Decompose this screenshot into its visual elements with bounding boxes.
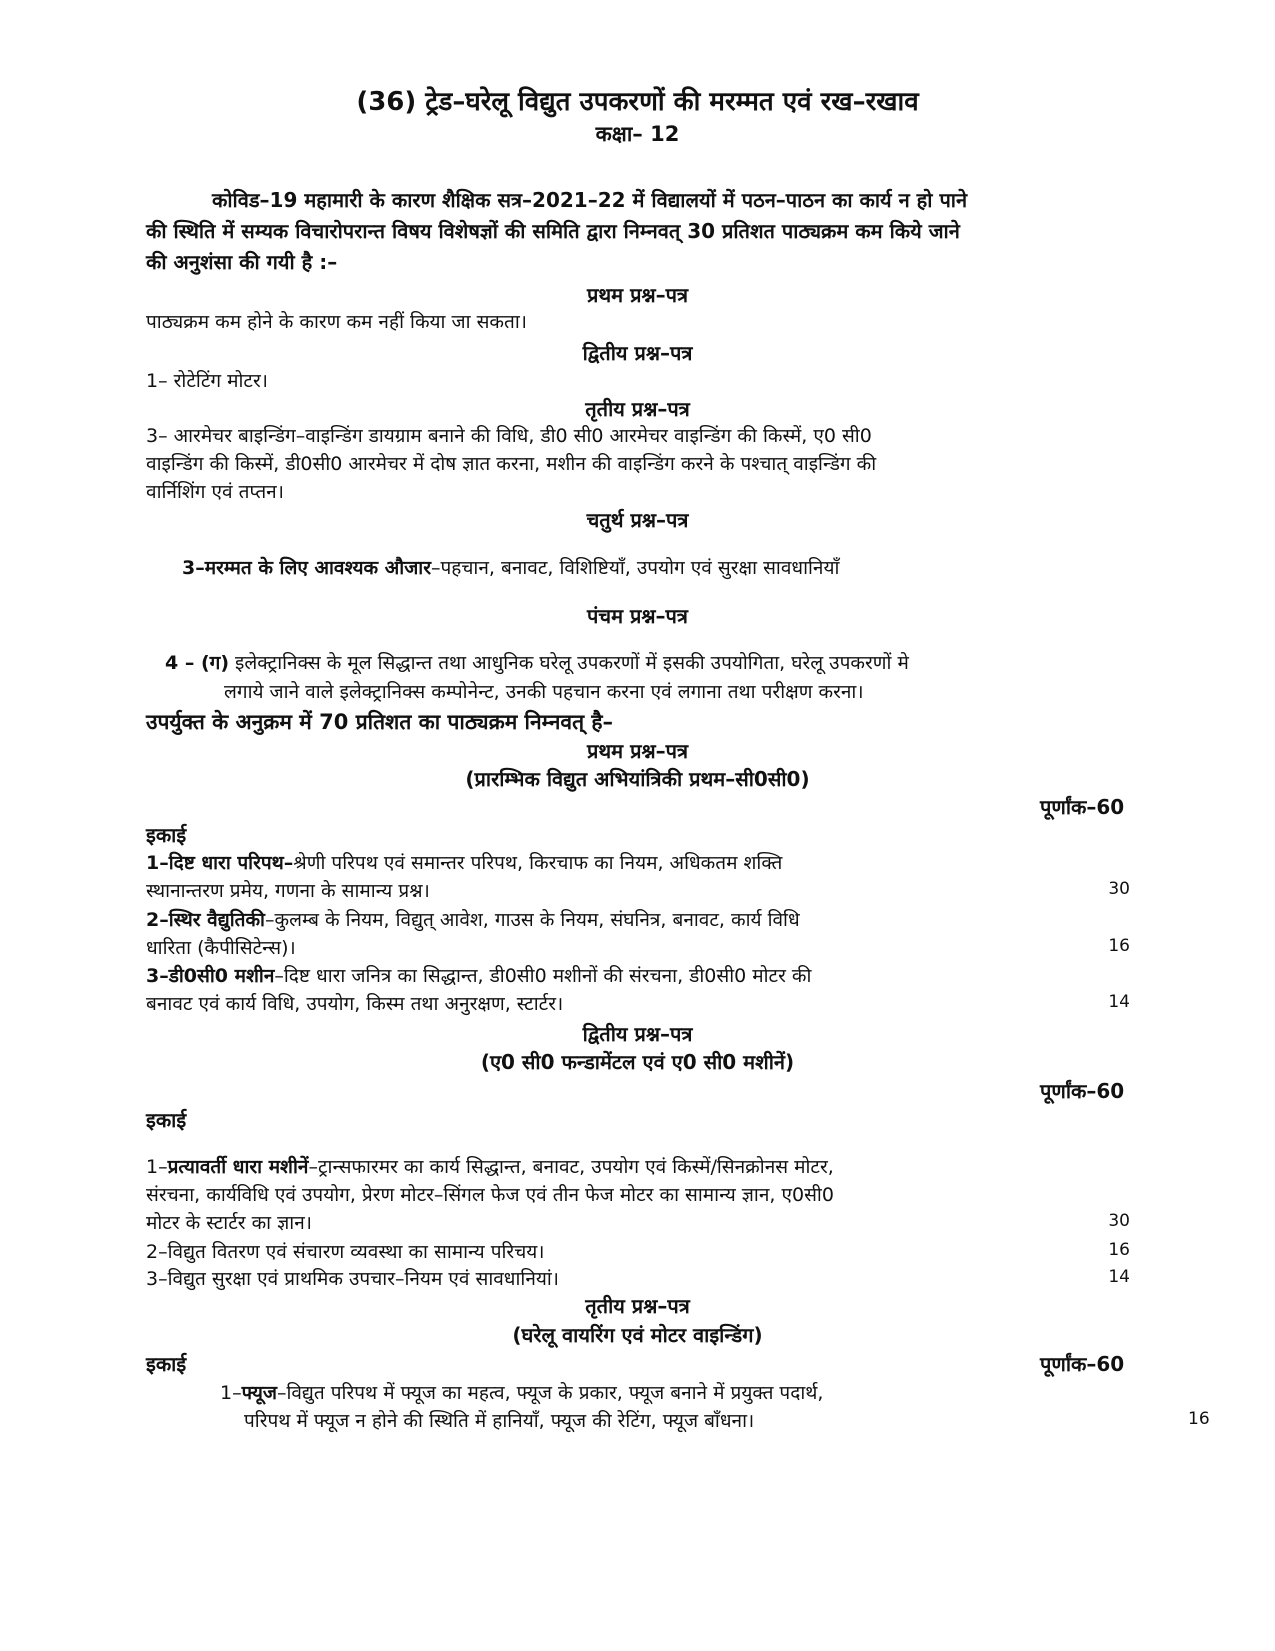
- paper1-unit1-line-2: स्थानान्तरण प्रमेय, गणना के सामान्य प्रश्न।: [146, 880, 430, 902]
- reduced-paper5-rest: इलेक्ट्रानिक्स के मूल सिद्धान्त तथा आधुनिक घरेलू उपकरणों में इसकी उपयोगिता, घरेलू उपकरणों मे: [229, 652, 909, 674]
- reduced-paper4-heading: चतुर्थ प्रश्न–पत्र: [586, 508, 689, 532]
- page-title: (36) ट्रेड–घरेलू विद्युत उपकरणों की मरम्मत एवं रख–रखाव: [356, 87, 919, 117]
- paper1-unit-label: इकाई: [146, 823, 187, 847]
- paper2-unit3-text: 3–विद्युत सुरक्षा एवं प्राथमिक उपचार–नियम एवं सावधानियां।: [146, 1268, 560, 1290]
- reduced-paper3-line-3: वार्निशिंग एवं तप्तन।: [146, 481, 284, 503]
- reduced-paper3-line-1: 3– आरमेचर बाइन्डिंग–वाइन्डिंग डायग्राम बनाने की विधि, डी0 सी0 आरमेचर वाइन्डिंग की किस्में, ए0 सी0: [146, 425, 872, 447]
- paper1-unit2-marks: 16: [1108, 936, 1130, 956]
- paper2-full-marks: पूर्णांक–60: [1040, 1079, 1125, 1103]
- paper3-unit1-line-2: परिपथ में फ्यूज न होने की स्थिति में हानियाँ, फ्यूज की रेटिंग, फ्यूज बाँधना।: [244, 1410, 755, 1432]
- reduced-paper4-rest: –पहचान, बनावट, विशिष्टियाँ, उपयोग एवं सुरक्षा सावधानियाँ: [430, 557, 840, 579]
- paper3-unit1-title: फ्यूज: [241, 1382, 277, 1404]
- paper1-unit2-title: 2–स्थिर वैद्युतिकी: [146, 909, 265, 931]
- paper3-unit1-number: 1–: [220, 1382, 242, 1404]
- intro-line-1: कोविड–19 महामारी के कारण शैक्षिक सत्र–2021–22 में विद्यालयों में पठन–पाठन का कार्य न हो पाने: [212, 188, 968, 212]
- intro-line-3: की अनुशंसा की गयी है :–: [146, 250, 338, 274]
- class-label: कक्षा– 12: [595, 122, 680, 146]
- paper2-unit1-number: 1–: [146, 1156, 168, 1178]
- paper1-unit3-line-2: बनावट एवं कार्य विधि, उपयोग, किस्म तथा अनुरक्षण, स्टार्टर।: [146, 993, 564, 1015]
- remaining-syllabus-heading: उपर्युक्त के अनुक्रम में 70 प्रतिशत का पाठ्यक्रम निम्नवत् है–: [146, 710, 613, 734]
- reduced-paper4-text: [182, 554, 839, 580]
- reduced-paper4-bold: 3–मरम्मत के लिए आवश्यक औजार: [182, 557, 431, 579]
- reduced-paper5-line-2: लगाये जाने वाले इलेक्ट्रानिक्स कम्पोनेन्ट, उनकी पहचान करना एवं लगाना तथा परीक्षण करना।: [224, 681, 864, 703]
- intro-line-2: की स्थिति में सम्यक विचारोपरान्त विषय विशेषज्ञों की समिति द्वारा निम्नवत् 30 प्रतिशत पाठ्यक्रम कम किये जाने: [146, 219, 960, 243]
- paper1-unit2-line-2: धारिता (कैपीसिटेन्स)।: [146, 937, 296, 959]
- paper2-heading: द्वितीय प्रश्न–पत्र: [582, 1022, 693, 1046]
- paper1-unit1-marks: 30: [1108, 879, 1130, 899]
- paper1-unit3-marks: 14: [1108, 992, 1130, 1012]
- reduced-paper2-heading: द्वितीय प्रश्न–पत्र: [582, 341, 693, 365]
- reduced-paper3-line-2: वाइन्डिंग की किस्में, डी0सी0 आरमेचर में दोष ज्ञात करना, मशीन की वाइन्डिंग करने के पश्चात् वाइन्डिंग की: [146, 453, 877, 475]
- paper2-unit1-title: प्रत्यावर्ती धारा मशीनें: [167, 1156, 309, 1178]
- paper3-full-marks: पूर्णांक–60: [1040, 1352, 1125, 1376]
- paper1-unit2-rest: –कुलम्ब के नियम, विद्युत् आवेश, गाउस के नियम, संघनित्र, बनावट, कार्य विधि: [264, 909, 800, 931]
- reduced-paper3-heading: तृतीय प्रश्न–पत्र: [585, 397, 690, 421]
- paper2-unit2-marks: 16: [1108, 1240, 1130, 1260]
- paper2-unit1-line-3: मोटर के स्टार्टर का ज्ञान।: [146, 1212, 312, 1234]
- reduced-paper5-bold: 4 – (ग): [165, 652, 230, 674]
- paper2-unit-label: इकाई: [146, 1108, 187, 1132]
- paper1-unit3-rest: –दिष्ट धारा जनित्र का सिद्धान्त, डी0सी0 मशीनों की संरचना, डी0सी0 मोटर की: [274, 965, 812, 987]
- paper3-subtitle: (घरेलू वायरिंग एवं मोटर वाइन्डिंग): [512, 1323, 763, 1347]
- paper2-unit1-marks: 30: [1108, 1211, 1130, 1231]
- paper1-heading: प्रथम प्रश्न–पत्र: [586, 739, 688, 763]
- reduced-paper2-text: 1– रोटेटिंग मोटर।: [146, 370, 268, 392]
- paper1-unit2-line-1: [146, 906, 800, 932]
- paper2-subtitle: (ए0 सी0 फन्डामेंटल एवं ए0 सी0 मशीनें): [480, 1050, 795, 1074]
- reduced-paper5-heading: पंचम प्रश्न–पत्र: [587, 604, 688, 628]
- paper1-unit1-line-1: [146, 849, 782, 875]
- paper2-unit3-marks: 14: [1108, 1267, 1130, 1287]
- paper3-unit1-line-1: [220, 1379, 823, 1405]
- paper3-heading: तृतीय प्रश्न–पत्र: [585, 1294, 690, 1318]
- paper1-subtitle: (प्रारम्भिक विद्युत अभियांत्रिकी प्रथम–सी0सी0): [465, 767, 810, 791]
- paper3-unit-label: इकाई: [146, 1352, 187, 1376]
- paper2-unit1-line-2: संरचना, कार्यविधि एवं उपयोग, प्रेरण मोटर–सिंगल फेज एवं तीन फेज मोटर का सामान्य ज्ञान, ए0सी0: [146, 1184, 834, 1206]
- paper2-unit1-rest: –ट्रान्सफारमर का कार्य सिद्धान्त, बनावट, उपयोग एवं किस्में/सिनक्रोनस मोटर,: [308, 1156, 834, 1178]
- reduced-paper5-line-1: [165, 649, 909, 675]
- paper2-unit2-text: 2–विद्युत वितरण एवं संचारण व्यवस्था का सामान्य परिचय।: [146, 1241, 545, 1263]
- paper1-unit1-rest: श्रेणी परिपथ एवं समान्तर परिपथ, किरचाफ का नियम, अधिकतम शक्ति: [293, 852, 783, 874]
- paper3-unit1-rest: –विद्युत परिपथ में फ्यूज का महत्व, फ्यूज के प्रकार, फ्यूज बनाने में प्रयुक्त पदार्थ,: [276, 1382, 824, 1404]
- paper1-full-marks: पूर्णांक–60: [1040, 795, 1125, 819]
- paper1-unit1-title: 1–दिष्ट धारा परिपथ–: [146, 852, 294, 874]
- reduced-paper1-text: पाठ्यक्रम कम होने के कारण कम नहीं किया जा सकता।: [146, 311, 527, 333]
- page-number: 16: [1188, 1409, 1210, 1429]
- paper1-unit3-title: 3–डी0सी0 मशीन: [146, 965, 275, 987]
- reduced-paper1-heading: प्रथम प्रश्न–पत्र: [586, 283, 688, 307]
- paper2-unit1-line-1: [146, 1153, 834, 1179]
- paper1-unit3-line-1: [146, 962, 811, 988]
